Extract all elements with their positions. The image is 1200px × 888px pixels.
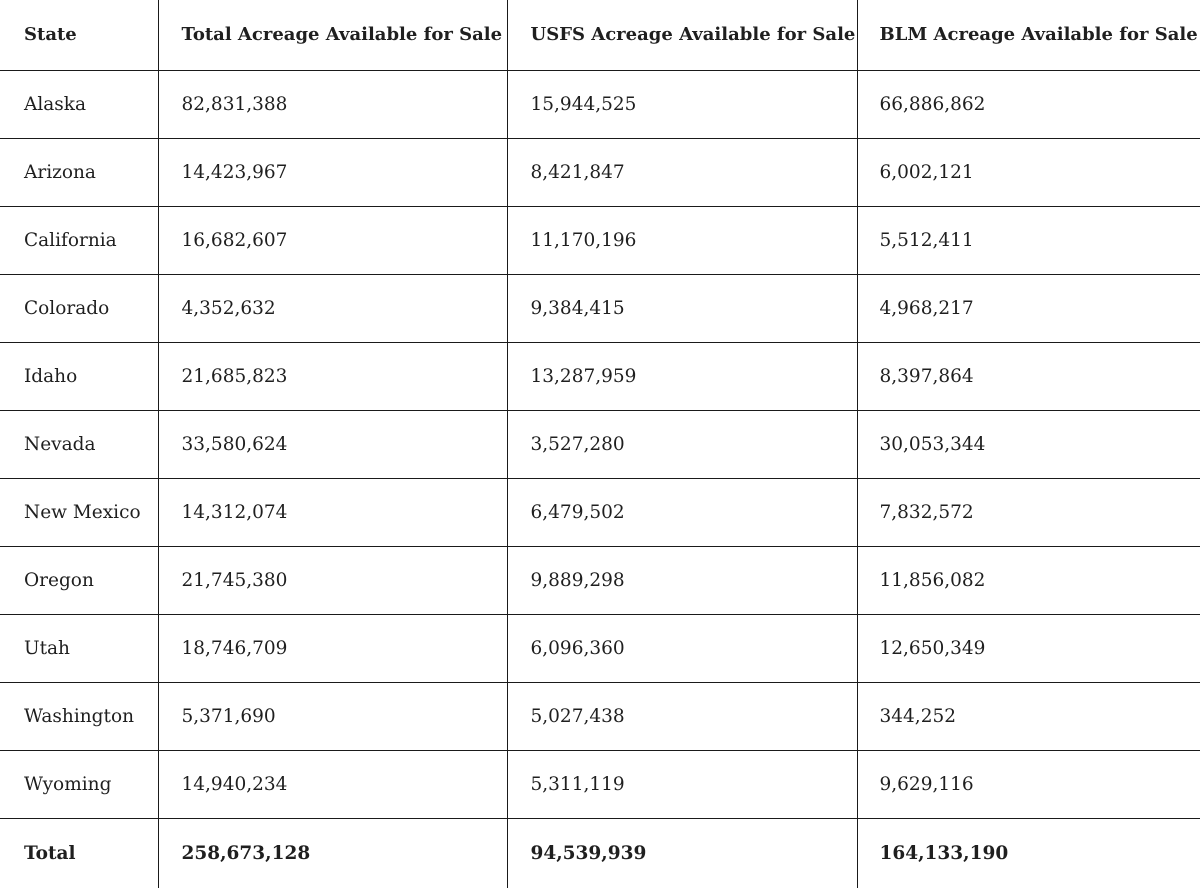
table-row [0, 546, 1200, 614]
cell-state: Utah [0, 614, 158, 682]
cell-usfs-acreage: 3,527,280 [507, 410, 857, 478]
table-header-row [0, 0, 1200, 70]
cell-total-acreage: 14,312,074 [158, 478, 507, 546]
cell-blm-acreage: 12,650,349 [857, 614, 1200, 682]
cell-state: California [0, 206, 158, 274]
cell-total-acreage: 14,940,234 [158, 750, 507, 818]
table-row [0, 614, 1200, 682]
cell-blm-acreage: 5,512,411 [857, 206, 1200, 274]
cell-blm-acreage: 9,629,116 [857, 750, 1200, 818]
cell-total-acreage: 21,745,380 [158, 546, 507, 614]
cell-total-acreage: 18,746,709 [158, 614, 507, 682]
header-state: State [0, 0, 158, 70]
cell-blm-acreage: 7,832,572 [857, 478, 1200, 546]
table-row [0, 274, 1200, 342]
cell-total-acreage: 5,371,690 [158, 682, 507, 750]
cell-usfs-acreage: 13,287,959 [507, 342, 857, 410]
cell-total-acreage: 82,831,388 [158, 70, 507, 138]
cell-total-acreage: 4,352,632 [158, 274, 507, 342]
header-total-acreage: Total Acreage Available for Sale [158, 0, 507, 70]
cell-blm-acreage: 4,968,217 [857, 274, 1200, 342]
cell-usfs-acreage: 5,027,438 [507, 682, 857, 750]
cell-usfs-acreage: 5,311,119 [507, 750, 857, 818]
table-row [0, 206, 1200, 274]
cell-usfs-acreage: 8,421,847 [507, 138, 857, 206]
total-usfs-sum: 94,539,939 [507, 818, 857, 888]
cell-blm-acreage: 11,856,082 [857, 546, 1200, 614]
cell-state: Wyoming [0, 750, 158, 818]
cell-state: New Mexico [0, 478, 158, 546]
cell-blm-acreage: 66,886,862 [857, 70, 1200, 138]
cell-blm-acreage: 344,252 [857, 682, 1200, 750]
cell-state: Idaho [0, 342, 158, 410]
table-total-row [0, 818, 1200, 888]
cell-usfs-acreage: 9,384,415 [507, 274, 857, 342]
cell-blm-acreage: 8,397,864 [857, 342, 1200, 410]
cell-blm-acreage: 6,002,121 [857, 138, 1200, 206]
table-row [0, 682, 1200, 750]
cell-total-acreage: 16,682,607 [158, 206, 507, 274]
cell-usfs-acreage: 6,096,360 [507, 614, 857, 682]
table-row [0, 138, 1200, 206]
total-label: Total [0, 818, 158, 888]
table-row [0, 342, 1200, 410]
header-usfs-acreage: USFS Acreage Available for Sale [507, 0, 857, 70]
total-acreage-sum: 258,673,128 [158, 818, 507, 888]
cell-usfs-acreage: 6,479,502 [507, 478, 857, 546]
cell-state: Washington [0, 682, 158, 750]
cell-usfs-acreage: 9,889,298 [507, 546, 857, 614]
cell-total-acreage: 14,423,967 [158, 138, 507, 206]
table-row [0, 410, 1200, 478]
table-row [0, 750, 1200, 818]
cell-state: Arizona [0, 138, 158, 206]
table-row [0, 70, 1200, 138]
total-blm-sum: 164,133,190 [857, 818, 1200, 888]
cell-state: Colorado [0, 274, 158, 342]
cell-total-acreage: 21,685,823 [158, 342, 507, 410]
cell-usfs-acreage: 11,170,196 [507, 206, 857, 274]
table-row [0, 478, 1200, 546]
cell-state: Oregon [0, 546, 158, 614]
header-blm-acreage: BLM Acreage Available for Sale [857, 0, 1200, 70]
cell-state: Alaska [0, 70, 158, 138]
cell-state: Nevada [0, 410, 158, 478]
cell-usfs-acreage: 15,944,525 [507, 70, 857, 138]
cell-total-acreage: 33,580,624 [158, 410, 507, 478]
cell-blm-acreage: 30,053,344 [857, 410, 1200, 478]
